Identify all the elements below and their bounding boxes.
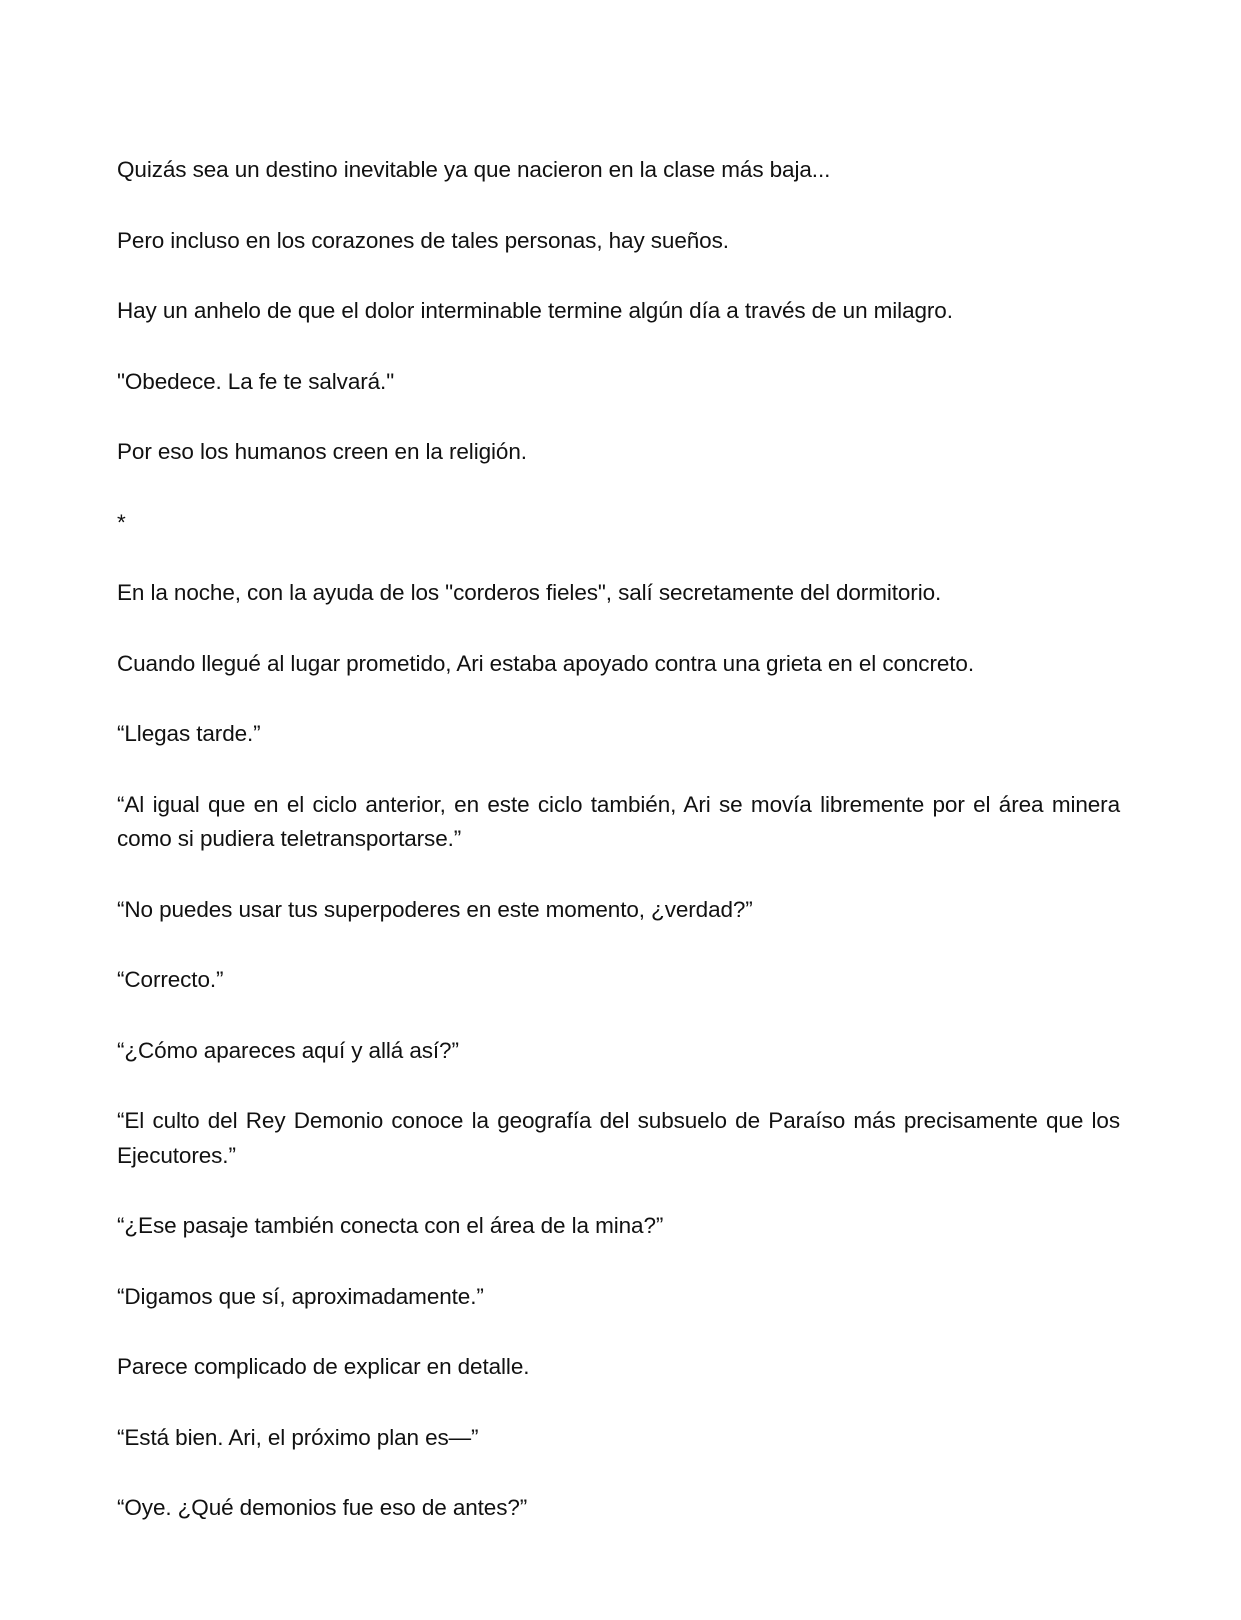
dialogue-line: “No puedes usar tus superpoderes en este momento, ¿verdad?” bbox=[117, 896, 753, 922]
dialogue-line: “Está bien. Ari, el próximo plan es—” bbox=[117, 1424, 479, 1450]
paragraph: Cuando llegué al lugar prometido, Ari estaba apoyado contra una grieta en el concreto. bbox=[117, 650, 974, 676]
paragraph: Parece complicado de explicar en detalle. bbox=[117, 1354, 530, 1379]
dialogue-line: “¿Cómo apareces aquí y allá así?” bbox=[117, 1037, 459, 1063]
dialogue-line: “¿Ese pasaje también conecta con el área de la mina?” bbox=[117, 1213, 664, 1238]
dialogue-line: “Oye. ¿Qué demonios fue eso de antes?” bbox=[117, 1495, 528, 1520]
dialogue-line: “Al igual que en el ciclo anterior, en este ciclo también, Ari se movía libremente por el área minera como si pudiera teletransportarse.” bbox=[117, 791, 1120, 851]
document-body bbox=[117, 153, 1120, 1526]
paragraph: En la noche, con la ayuda de los "corderos fieles", salí secretamente del dormitorio. bbox=[117, 580, 942, 605]
dialogue-line: “Digamos que sí, aproximadamente.” bbox=[117, 1283, 484, 1309]
paragraph: Por eso los humanos creen en la religión. bbox=[117, 439, 527, 464]
paragraph: Hay un anhelo de que el dolor interminable termine algún día a través de un milagro. bbox=[117, 298, 953, 323]
dialogue-line: “Correcto.” bbox=[117, 967, 224, 992]
paragraph: Pero incluso en los corazones de tales personas, hay sueños. bbox=[117, 227, 729, 253]
paragraph: Quizás sea un destino inevitable ya que nacieron en la clase más baja... bbox=[117, 157, 831, 182]
dialogue-line: “Llegas tarde.” bbox=[117, 721, 261, 746]
paragraph: "Obedece. La fe te salvará." bbox=[117, 368, 395, 394]
section-separator: * bbox=[117, 509, 126, 535]
dialogue-line: “El culto del Rey Demonio conoce la geografía del subsuelo de Paraíso más precisamente que los Ejecutores.” bbox=[117, 1108, 1120, 1168]
